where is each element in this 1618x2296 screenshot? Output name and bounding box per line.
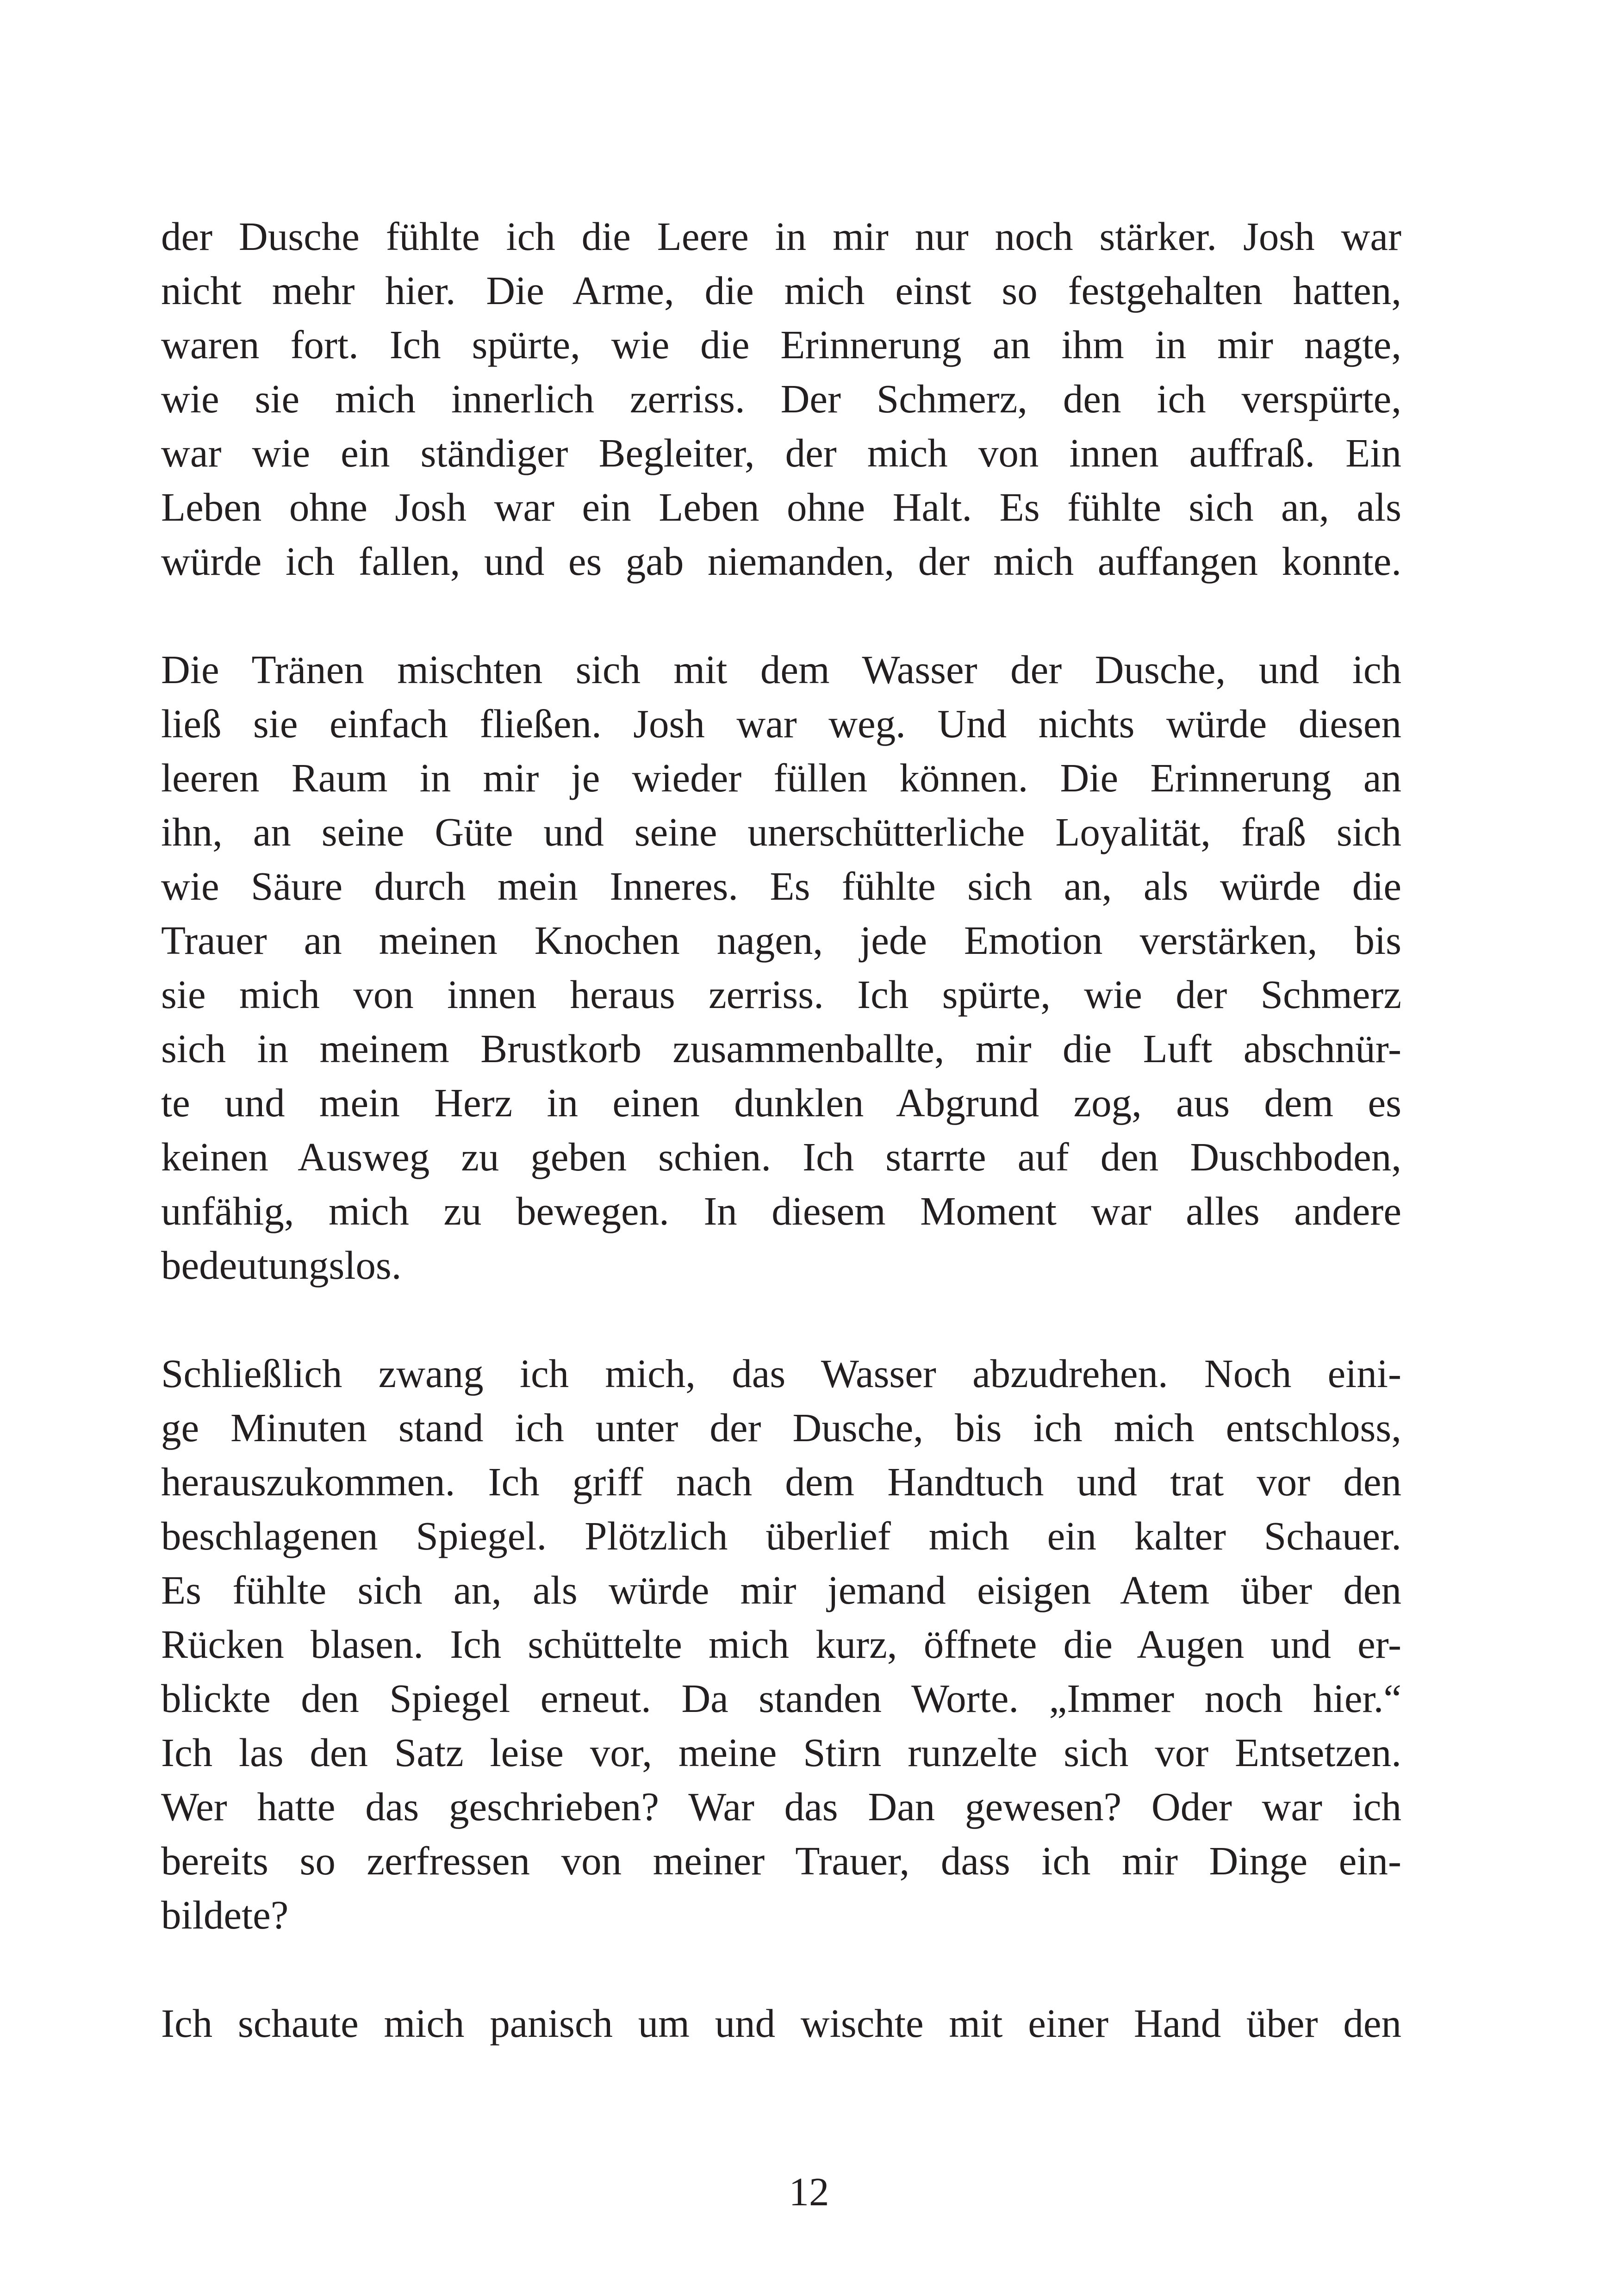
page-number: 12 [789,2169,829,2214]
text-line: Trauer an meinen Knochen nagen, jede Emotion verstärken, bis [161,918,1401,963]
text-line: unfähig, mich zu bewegen. In diesem Moment war alles andere [161,1188,1401,1233]
text-line: blickte den Spiegel erneut. Da standen Worte. „Immer noch hier.“ [161,1676,1401,1721]
text-line: bildete? [161,1892,289,1937]
text-line: Ich las den Satz leise vor, meine Stirn runzelte sich vor Entsetzen. [161,1730,1401,1775]
text-line: Ich schaute mich panisch um und wischte mit einer Hand über den [161,2001,1401,2046]
text-line: te und mein Herz in einen dunklen Abgrund zog, aus dem es [161,1080,1401,1125]
text-line: der Dusche fühlte ich die Leere in mir nur noch stärker. Josh war [161,214,1401,259]
text-line: ließ sie einfach fließen. Josh war weg. Und nichts würde diesen [161,701,1401,746]
text-line: wie sie mich innerlich zerriss. Der Schmerz, den ich verspürte, [161,376,1401,421]
text-line: Es fühlte sich an, als würde mir jemand eisigen Atem über den [161,1568,1401,1612]
text-line: wie Säure durch mein Inneres. Es fühlte sich an, als würde die [161,864,1401,908]
text-line: ihn, an seine Güte und seine unerschütterliche Loyalität, fraß sich [161,809,1401,854]
text-line: war wie ein ständiger Begleiter, der mich von innen auffraß. Ein [161,430,1401,475]
text-line: herauszukommen. Ich griff nach dem Handtuch und trat vor den [161,1459,1401,1504]
text-line: Wer hatte das geschrieben? War das Dan gewesen? Oder war ich [161,1784,1401,1829]
text-line: beschlagenen Spiegel. Plötzlich überlief mich ein kalter Schauer. [161,1513,1401,1558]
text-line: keinen Ausweg zu geben schien. Ich starrte auf den Duschboden, [161,1134,1401,1179]
text-line: Leben ohne Josh war ein Leben ohne Halt. Es fühlte sich an, als [161,485,1401,529]
paragraph-3 [161,1346,1401,1942]
text-line: sie mich von innen heraus zerriss. Ich spürte, wie der Schmerz [161,972,1401,1017]
text-line: Die Tränen mischten sich mit dem Wasser der Dusche, und ich [161,647,1401,692]
text-line: waren fort. Ich spürte, wie die Erinnerung an ihm in mir nagte, [161,322,1401,367]
body-text [161,209,1401,2104]
text-line: Schließlich zwang ich mich, das Wasser abzudrehen. Noch eini- [161,1351,1401,1396]
text-line: würde ich fallen, und es gab niemanden, der mich auffangen konnte. [161,539,1401,584]
text-line: bedeutungslos. [161,1243,402,1288]
paragraph-4 [161,1996,1401,2050]
text-line: sich in meinem Brustkorb zusammenballte, mir die Luft abschnür- [161,1026,1401,1071]
text-line: bereits so zerfressen von meiner Trauer, dass ich mir Dinge ein- [161,1838,1401,1883]
text-line: Rücken blasen. Ich schüttelte mich kurz, öffnete die Augen und er- [161,1622,1401,1667]
text-line: leeren Raum in mir je wieder füllen können. Die Erinnerung an [161,755,1401,800]
text-line: nicht mehr hier. Die Arme, die mich einst so festgehalten hatten, [161,268,1401,313]
text-line: ge Minuten stand ich unter der Dusche, bis ich mich entschloss, [161,1405,1401,1450]
paragraph-1 [161,209,1401,588]
paragraph-2 [161,642,1401,1292]
